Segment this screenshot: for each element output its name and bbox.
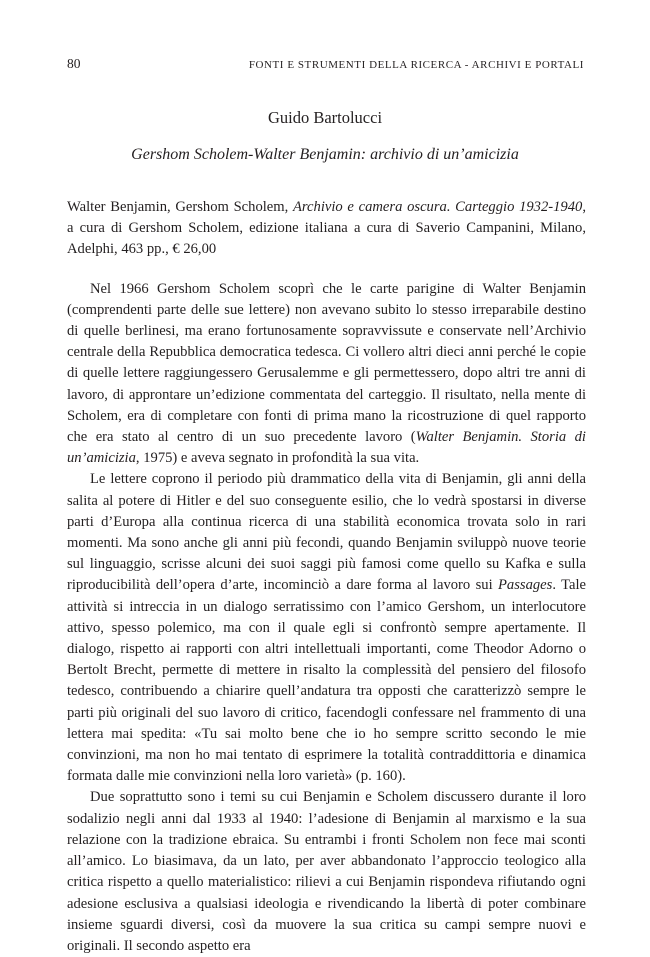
article-author: Guido Bartolucci [267, 108, 383, 127]
bib-details: , a cura di Gershom Scholem, edizione italiana a cura di Saverio Campanini, Milano, Adelphi, 463 pp., € 26,00 [67, 199, 586, 258]
paragraph-2 [67, 469, 586, 787]
page-number: 80 [67, 56, 81, 71]
article-title: Gershom Scholem-Walter Benjamin: archivio di un’amicizia [131, 146, 519, 163]
paragraph-1 [67, 279, 586, 470]
running-title: FONTI E STRUMENTI DELLA RICERCA - ARCHIVI E PORTALI [248, 59, 584, 71]
running-head [67, 56, 584, 73]
bib-book-title: Archivio e camera oscura. Carteggio 1932-1940 [293, 199, 583, 215]
bibliographic-reference [67, 197, 586, 261]
paragraph-1-text-a: Nel 1966 Gershom Scholem scoprì che le carte parigine di Walter Benjamin (comprendenti parte delle sue lettere) non avevano subito lo stesso irreparabile destino di quelle berlinesi, ma erano fortunosamente sopravvissute e conservate nell’Archivio centrale della Repubblica democratica tedesca. Ci vollero altri dieci anni perché le copie di quelle lettere raggiungessero Gerusalemme e gli permettessero, dopo altri tre anni di lavoro, di approntare un’edizione commentata del carteggio. Il risultato, nella mente di Scholem, era di completare con fonti di prima mano la ricostruzione di quel rapporto che era stato al centro di un suo precedente lavoro ( [67, 280, 586, 446]
paragraph-1-text-b: , 1975) e aveva segnato in profondità la sua vita. [135, 450, 420, 467]
article-body [67, 197, 586, 957]
paragraph-2-text-b: . Tale attività si intreccia in un dialogo serratissimo con l’amico Gershom, un interlocutore attivo, spesso polemico, ma con il quale egli si confrontò sempre apertamente. Il dialogo, rispetto ai rapporti con altri intellettuali importanti, come Theodor Adorno o Bertolt Brecht, permette di mettere in risalto la complessità del pensiero del filosofo tedesco, contribuendo a chiarire quell’andatura tra opposti che caratterizzò sempre le parti più originali del suo lavoro di critico, facendogli confessare nel frammento di una lettera mai spedita: «Tu sai molto bene che io ho sempre scritto secondo le mie convinzioni, ma non ho mai tentato di esprimere la totalità contraddittoria e dinamica formata dalle mie convinzioni nella loro varietà» (p. 160). [67, 577, 586, 785]
paragraph-2-text-a: Le lettere coprono il periodo più drammatico della vita di Benjamin, gli anni della salita al potere di Hitler e del suo conseguente esilio, che lo vedrà spostarsi in diverse parti d’Europa alla continua ricerca di una stabilità economica trovata solo in rari momenti. Ma sono anche gli anni più fecondi, quando Benjamin sviluppò nuove teorie sul linguaggio, scrisse alcuni dei suoi saggi più famosi come quello su Kafka e sulla riproducibilità dell’opera d’arte, incominciò a dare forma al lavoro sui [67, 471, 586, 594]
paragraph-2-cited-title: Passages [498, 577, 553, 594]
bib-authors: Walter Benjamin, Gershom Scholem, [67, 199, 293, 215]
paragraph-3: Due soprattutto sono i temi su cui Benjamin e Scholem discussero durante il loro sodalizio negli anni dal 1933 al 1940: l’adesione di Benjamin al marxismo e la sua relazione con la tradizione ebraica. Su entrambi i fronti Scholem non fece mai sconti all’amico. Lo biasimava, da un lato, per aver abbandonato l’approccio teologico alla critica rispetto a quello materialistico: rilievi a cui Benjamin rispondeva rifiutando ogni adesione esclusiva a qualsiasi ideologia e rivendicando la libertà di poter combinare insieme sguardi diversi, così da muovere la sua critica su campi sempre nuovi e originali. Il secondo aspetto era [67, 789, 586, 954]
paragraph-1-cited-title: Walter Benjamin. Storia di un’amicizia [67, 429, 586, 467]
